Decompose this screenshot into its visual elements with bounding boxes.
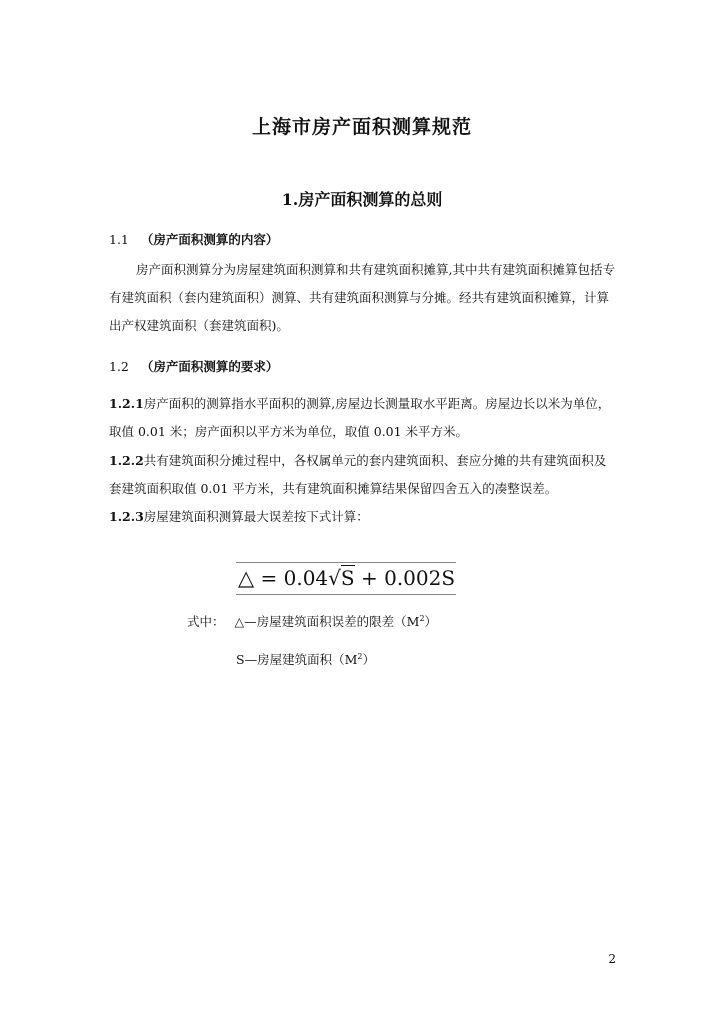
subsection-heading-1-1 — [109, 230, 278, 248]
item-text: 房产面积的测算指水平面积的测算,房屋边长测量取水平距离。房屋边长以米为单位，取值 0.01 米；房产面积以平方米为单位，取值 0.01 米平方米。 — [109, 396, 611, 439]
formula-rest: + 0.002S — [354, 566, 456, 590]
legend-prefix: 式中： — [187, 614, 225, 629]
unit-exponent: 2 — [357, 651, 363, 661]
subsection-label: （房产面积测算的要求） — [140, 359, 279, 374]
item-1-2-1 — [109, 390, 616, 446]
unit-exponent: 2 — [419, 613, 425, 623]
legend-close: ） — [424, 614, 438, 629]
page-number: 2 — [608, 952, 616, 966]
formula-legend-line-1 — [187, 612, 437, 630]
subsection-label: （房产面积测算的内容） — [140, 232, 279, 247]
item-number: 1.2.2 — [109, 453, 144, 468]
formula-coefficient: = 0.04 — [254, 566, 329, 590]
formula-legend-line-2 — [236, 650, 375, 668]
section-title: 1.房产面积测算的总则 — [281, 190, 443, 209]
item-number: 1.2.1 — [109, 396, 144, 411]
document-title: 上海市房产面积测算规范 — [251, 116, 472, 138]
delta-symbol: △ — [238, 566, 255, 590]
subsection-heading-1-2 — [109, 357, 278, 375]
sqrt-sign: √ — [328, 566, 341, 590]
item-text: 共有建筑面积分摊过程中，各权属单元的套内建筑面积、套应分摊的共有建筑面积及套建筑面积取值 0.01 平方米，共有建筑面积摊算结果保留四舍五入的凑整误差。 — [109, 453, 607, 496]
subsection-number: 1.1 — [109, 232, 129, 247]
legend-close: ） — [362, 652, 375, 667]
radicand: S — [340, 566, 355, 590]
item-text: 房屋建筑面积测算最大误差按下式计算： — [143, 509, 369, 524]
legend-delta-definition: △—房屋建筑面积误差的限差（M — [234, 614, 420, 629]
paragraph-content: 房产面积测算分为房屋建筑面积测算和共有建筑面积摊算,其中共有建筑面积摊算包括专有建筑面积（套内建筑面积）测算、共有建筑面积测算与分摊。经共有建筑面积摊算，计算出产权建筑面积（套建筑面积)。 — [109, 262, 615, 333]
item-1-2-3 — [109, 503, 369, 531]
error-formula — [236, 562, 456, 595]
subsection-number: 1.2 — [109, 359, 129, 374]
item-1-2-2 — [109, 447, 616, 503]
legend-s-definition: S—房屋建筑面积（M — [236, 652, 358, 667]
item-number: 1.2.3 — [109, 509, 144, 524]
